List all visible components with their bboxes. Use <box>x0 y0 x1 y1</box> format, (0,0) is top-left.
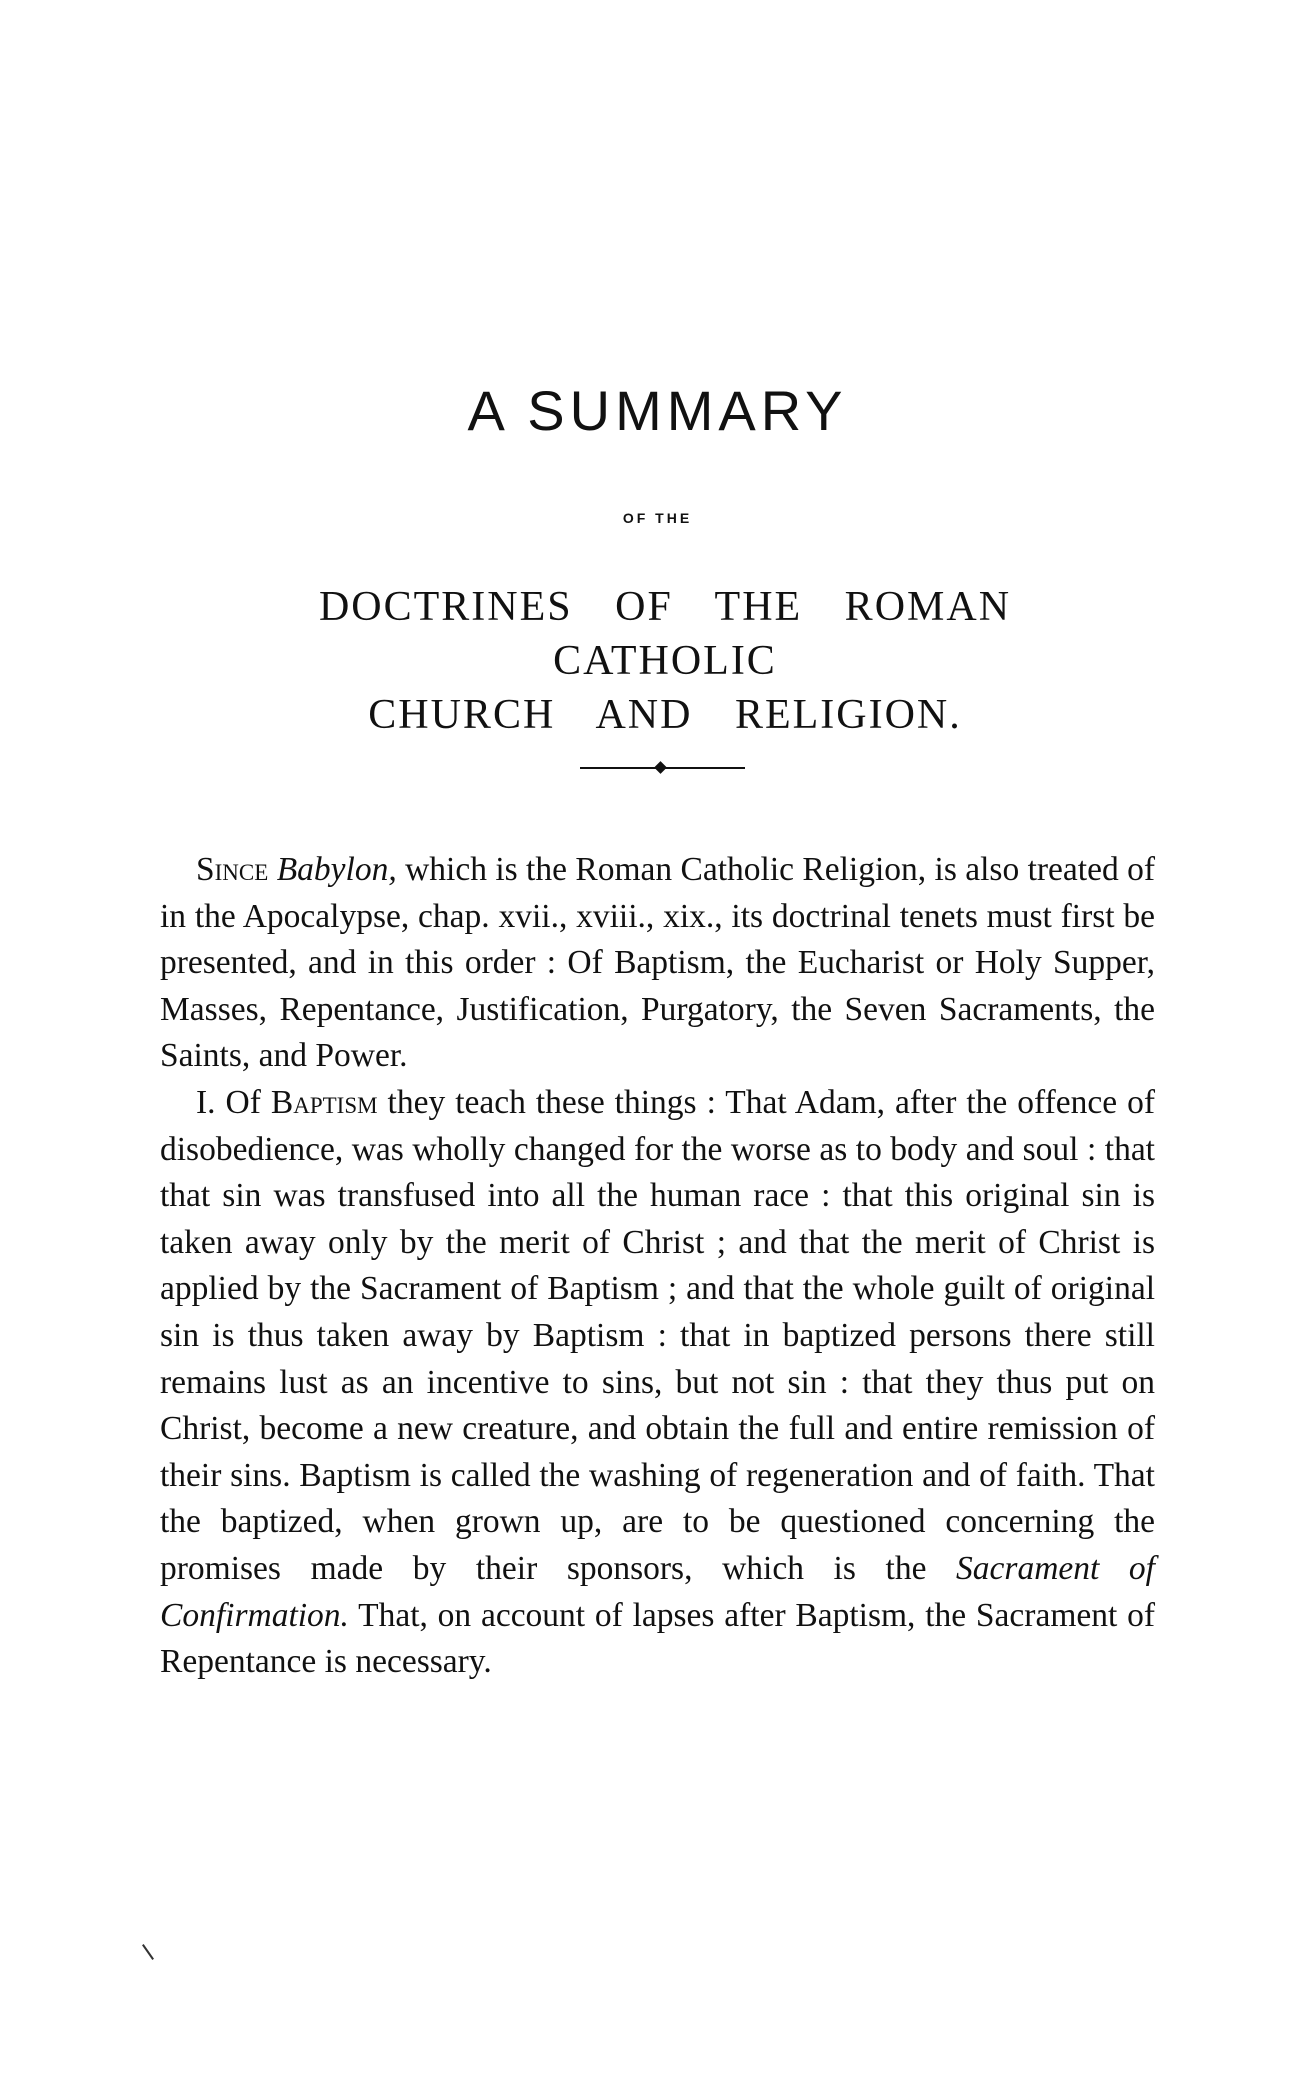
sacrament-of-confirmation: Sacrament of Confirmation. <box>160 1549 1155 1634</box>
baptism-text-2: That, on account of lapses after Baptism, the Sacrament of Repentance is necessary. <box>160 1596 1155 1681</box>
intro-text: which is the Roman Catholic Religion, is also treated of in the Apocalypse, chap. xvii., xviii., xix., its doctrinal tenets must first be presented, and in this order : Of Baptism, the Eucharist or Holy Supper, Masses, Repentance, Justification, Purgatory, the Seven Sacraments, the Saints, and Power. <box>160 851 1156 1075</box>
paragraph-baptism <box>160 1080 1155 1686</box>
baptism-heading: Baptism <box>270 1083 378 1121</box>
subtitle-line-1: DOCTRINES OF THE ROMAN CATHOLIC <box>318 584 1012 684</box>
baptism-text-1: they teach these things : That Adam, after the offence of disobedience, was wholly changed for the worse as to body and soul : that that sin was transfused into all the human race : that this original sin is taken away only by the merit of Christ ; and that the merit of Christ is applied by the Sacrament of Baptism ; and that the whole guilt of original sin is thus taken away by Baptism : that in baptized persons there still remains lust as an incentive to sins, but not sin : that they thus put on Christ, become a new creature, and obtain the full and entire remission of their sins. Baptism is called the washing of regeneration and of faith. That the baptized, when grown up, are to be questioned concerning the promises made by their sponsors, which is the <box>160 1083 1155 1587</box>
divider-diamond-icon <box>654 761 667 774</box>
babylon-word: Babylon, <box>276 851 397 888</box>
stray-mark <box>142 1944 154 1960</box>
page-subtitle <box>190 580 1140 742</box>
ornamental-divider <box>580 762 745 774</box>
paragraph-intro <box>160 847 1155 1080</box>
subtitle-line-2: CHURCH AND RELIGION. <box>368 692 962 738</box>
of-the-label: OF THE <box>622 510 693 526</box>
body-text <box>160 847 1155 1686</box>
since-word: Since <box>196 851 269 888</box>
page-title: A SUMMARY <box>467 379 848 442</box>
section-lead: I. Of <box>196 1083 271 1121</box>
